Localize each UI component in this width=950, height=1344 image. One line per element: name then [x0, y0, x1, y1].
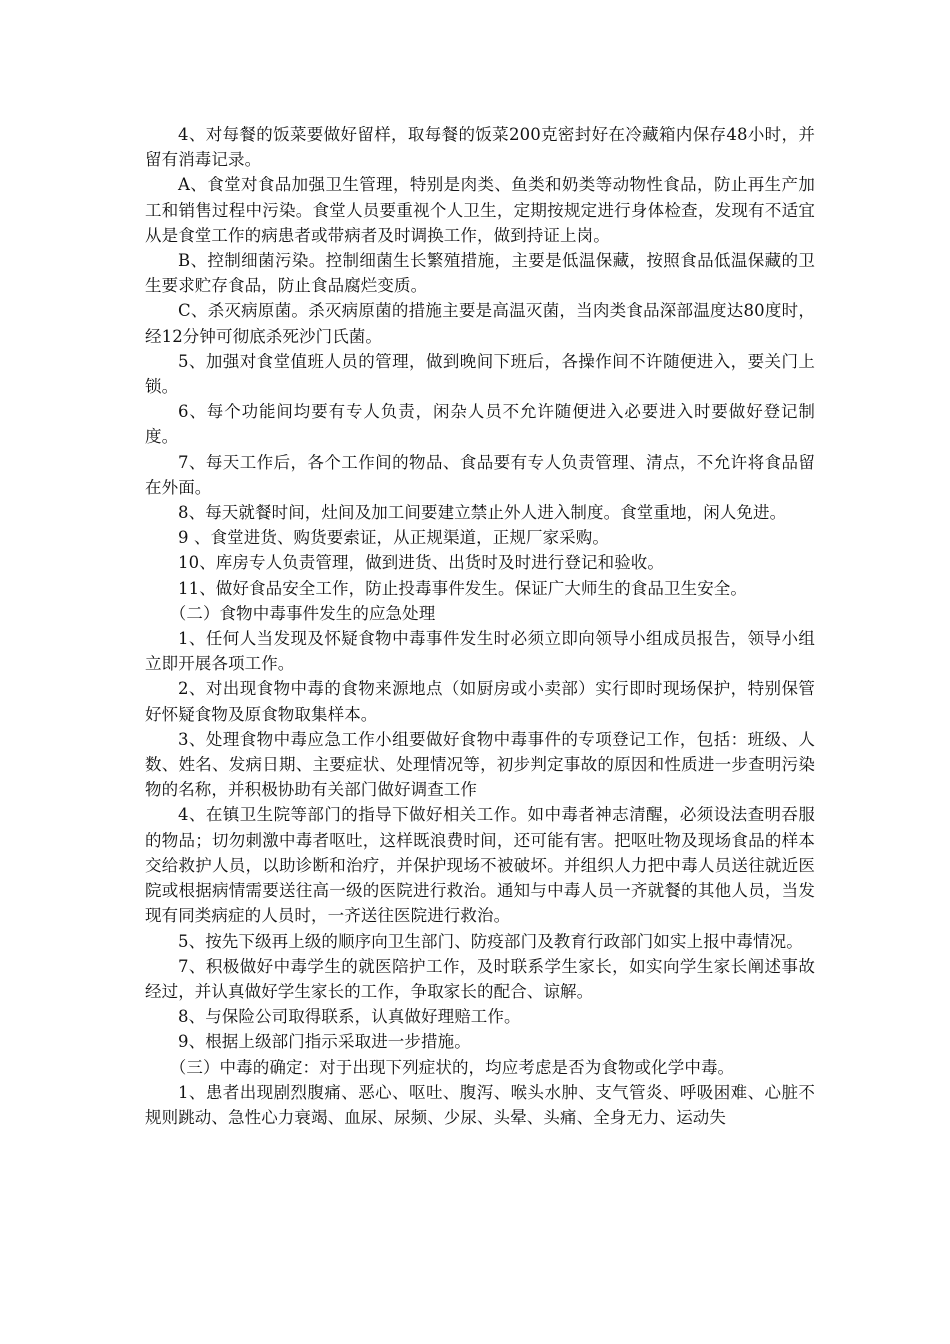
- paragraph-8: 8、每天就餐时间，灶间及加工间要建立禁止外人进入制度。食堂重地，闲人免进。: [178, 503, 787, 523]
- paragraph-13: 1、任何人当发现及怀疑食物中毒事件发生时必须立即向领导小组成员报告，领导小组立即开展各项工作。: [145, 629, 815, 674]
- paragraph-7: 7、每天工作后，各个工作间的物品、食品要有专人负责管理、清点，不允许将食品留在外面。: [145, 452, 815, 497]
- paragraph-14: 2、对出现食物中毒的食物来源地点（如厨房或小卖部）实行即时现场保护，特别保管好怀疑食物及原食物取集样本。: [145, 679, 815, 724]
- paragraph-2: A、食堂对食品加强卫生管理，特别是肉类、鱼类和奶类等动物性食品，防止再生产加工和销售过程中污染。食堂人员要重视个人卫生，定期按规定进行身体检查，发现有不适宜从是食堂工作的病患者或带病者及时调换工作，做到持证上岗。: [145, 175, 815, 245]
- paragraph-16: 4、在镇卫生院等部门的指导下做好相关工作。如中毒者神志清醒，必须设法查明吞服的物品；切勿刺激中毒者呕吐，这样既浪费时间，还可能有害。把呕吐物及现场食品的样本交给救护人员，以助诊断和治疗，并保护现场不被破坏。并组织人力把中毒人员送往就近医院或根据病情需要送往高一级的医院进行救治。通知与中毒人员一齐就餐的其他人员，当发现有同类病症的人员时，一齐送往医院进行救治。: [145, 805, 815, 926]
- section-heading-3: （三）中毒的确定：对于出现下列症状的，均应考虑是否为食物或化学中毒。: [169, 1057, 735, 1077]
- paragraph-11: 11、做好食品安全工作，防止投毒事件发生。保证广大师生的食品卫生安全。: [178, 578, 747, 598]
- paragraph-19: 8、与保险公司取得联系，认真做好理赔工作。: [178, 1007, 521, 1027]
- paragraph-6: 6、每个功能间均要有专人负责，闲杂人员不允许随便进入必要进入时要做好登记制度。: [145, 402, 815, 447]
- paragraph-4: C、杀灭病原菌。杀灭病原菌的措施主要是高温灭菌，当肉类食品深部温度达80度时，经12分钟可彻底杀死沙门氏菌。: [145, 301, 815, 346]
- paragraph-5: 5、加强对食堂值班人员的管理，做到晚间下班后，各操作间不许随便进入，要关门上锁。: [145, 351, 815, 397]
- paragraph-20: 9、根据上级部门指示采取进一步措施。: [178, 1032, 471, 1052]
- document-page: [145, 122, 815, 1130]
- paragraph-17: 5、按先下级再上级的顺序向卫生部门、防疫部门及教育行政部门如实上报中毒情况。: [178, 931, 803, 951]
- paragraph-15: 3、处理食物中毒应急工作小组要做好食物中毒事件的专项登记工作，包括：班级、人数、姓名、发病日期、主要症状、处理情况等，初步判定事故的原因和性质进一步查明污染物的名称，并积极协助有关部门做好调查工作: [145, 729, 815, 800]
- paragraph-1: 4、对每餐的饭菜要做好留样，取每餐的饭菜200克密封好在冷藏箱内保存48小时，并留有消毒记录。: [145, 125, 815, 170]
- paragraph-9: 9 、食堂进货、购货要索证，从正规渠道，正规厂家采购。: [178, 528, 609, 548]
- paragraph-10: 10、库房专人负责管理，做到进货、出货时及时进行登记和验收。: [178, 553, 664, 573]
- paragraph-18: 7、积极做好中毒学生的就医陪护工作，及时联系学生家长，如实向学生家长阐述事故经过，并认真做好学生家长的工作，争取家长的配合、谅解。: [145, 956, 815, 1001]
- paragraph-22: 1、患者出现剧烈腹痛、恶心、呕吐、腹泻、喉头水肿、支气管炎、呼吸困难、心脏不规则跳动、急性心力衰竭、血尿、尿频、少尿、头晕、头痛、全身无力、运动失: [145, 1082, 815, 1127]
- section-heading-2: （二）食物中毒事件发生的应急处理: [169, 603, 436, 623]
- paragraph-3: B、控制细菌污染。控制细菌生长繁殖措施，主要是低温保藏，按照食品低温保藏的卫生要求贮存食品，防止食品腐烂变质。: [145, 251, 815, 296]
